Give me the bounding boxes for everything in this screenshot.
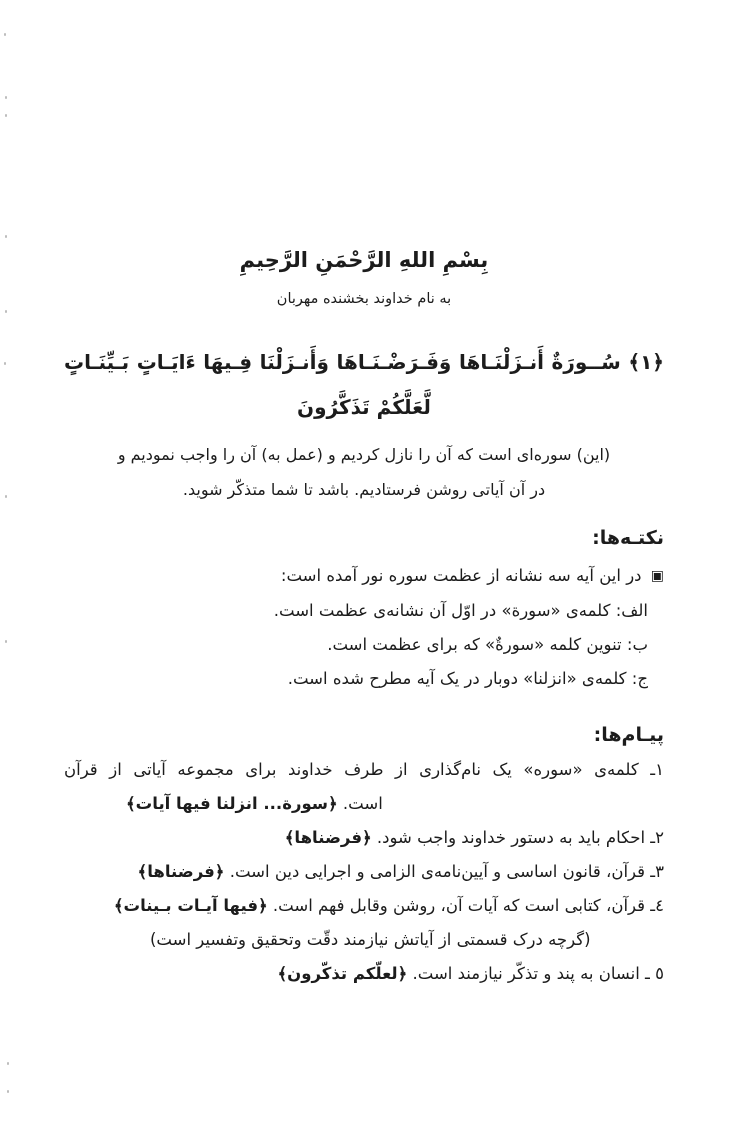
- scan-speck: [5, 96, 7, 99]
- notes-section-heading: نکتـه‌ها:: [592, 527, 664, 549]
- page-content: [64, 0, 664, 987]
- message-4-text: ٤ـ قرآن، کتابی است که آیات آن، روشن وقابل فهم است.: [267, 896, 664, 915]
- message-2-text: ۲ـ احکام باید به دستور خداوند واجب شود.: [371, 828, 664, 847]
- note-item-jim: ج: کلمه‌ی «انزلنا» دوبار در یک آیه مطرح شده است.: [287, 669, 648, 688]
- message-1-quran-quote: ﴿سورة... انزلنا فیها آیات﴾: [126, 794, 338, 813]
- scan-speck: [4, 362, 6, 365]
- scan-speck: [5, 114, 7, 117]
- scan-speck: [4, 33, 6, 36]
- verse-number-marker: ﴿۱﴾: [628, 350, 664, 374]
- verse-arabic-text: سُــورَةٌ أَنـزَلْنَـاهَا وَفَـرَضْـنَـاهَا وَأَنـزَلْنَا فِـيهَا ءَايَـاتٍ بَـيِّنَـاتٍ: [64, 350, 621, 374]
- message-5-text: ٥ ـ انسان به پند و تذکّر نیازمند است.: [407, 964, 664, 983]
- verse-arabic-line1: [64, 344, 664, 380]
- scan-speck: [5, 310, 7, 313]
- message-5: [64, 961, 664, 987]
- note-intro-text: در این آیه سه نشانه از عظمت سوره نور آمده است:: [280, 566, 642, 585]
- verse-arabic-line2: لَّعَلَّكُمْ تَذَكَّرُونَ: [297, 395, 431, 419]
- scan-speck: [5, 235, 7, 238]
- bismillah-persian-translation: به نام خداوند بخشنده مهربان: [276, 291, 452, 307]
- verse-translation-line1: (این) سوره‌ای است که آن را نازل کردیم و (عمل به) آن را واجب نمودیم و: [117, 445, 611, 464]
- message-5-quran-quote: ﴿لعلّکم تذکّرون﴾: [277, 964, 408, 983]
- message-3-text: ۳ـ قرآن، قانون اساسی و آیین‌نامه‌ی الزامی و اجرایی دین است.: [224, 862, 664, 881]
- note-intro-line: [64, 563, 664, 590]
- scan-speck: [5, 640, 7, 643]
- message-3: [64, 859, 664, 885]
- messages-section-heading: پیـام‌ها:: [593, 724, 664, 746]
- verse-translation-line2: در آن آیاتی روشن فرستادیم. باشد تا شما متذکّر شوید.: [182, 480, 546, 499]
- message-4-quran-quote: ﴿فیها آیـات بـینات﴾: [113, 896, 268, 915]
- note-item-alef: الف: کلمه‌ی «سورة» در اوّل آن نشانه‌ی عظمت است.: [273, 601, 648, 620]
- message-2: [64, 825, 664, 851]
- message-1-line1: ۱ـ کلمه‌ی «سوره» یک نام‌گذاری از طرف خداوند برای مجموعه آیاتی از قرآن: [64, 760, 664, 779]
- message-3-quran-quote: ﴿فرضناها﴾: [137, 862, 225, 881]
- message-1-line2-text: است.: [337, 794, 383, 813]
- scan-speck: [5, 495, 7, 498]
- scan-speck: [7, 1062, 9, 1065]
- scan-speck: [7, 1090, 9, 1093]
- note-item-be: ب: تنوین کلمه «سورةٌ» که برای عظمت است.: [327, 635, 648, 654]
- message-2-quran-quote: ﴿فرضناها﴾: [284, 828, 372, 847]
- message-1-line2: [64, 791, 664, 817]
- message-4: [64, 893, 664, 919]
- message-4-parenthetical: (گرچه درک قسمتی از آیاتش نیازمند دقّت وتحقیق وتفسیر است): [150, 930, 591, 949]
- square-bullet-icon: ▣: [650, 568, 664, 584]
- bismillah-arabic: بِسْمِ اللهِ الرَّحْمَنِ الرَّحِيمِ: [239, 248, 489, 272]
